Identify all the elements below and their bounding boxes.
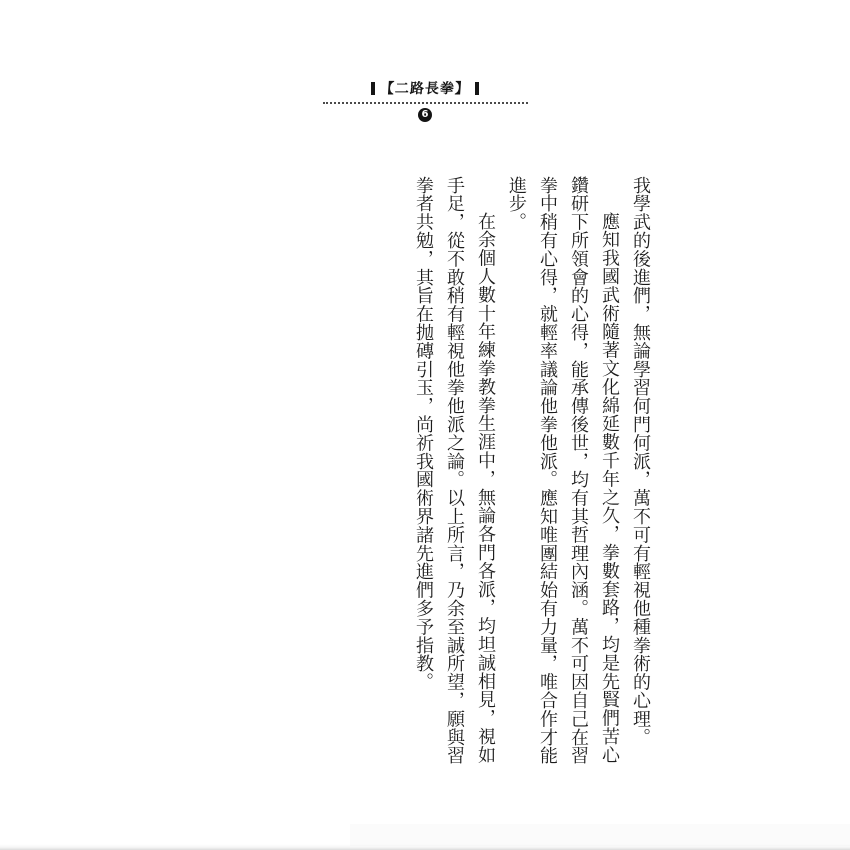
header-title-row — [371, 78, 479, 98]
paragraph-2: 應知我國武術隨著文化綿延數千年之久，拳數套路，均是先賢們苦心鑽研下所領會的心得，能承傳後世，均有其哲理內涵。萬不可因自己在習拳中稍有心得，就輕率議論他拳他派。應知唯團結始有力量，唯合作才能進步。 — [507, 176, 620, 765]
page-number-badge: 6 — [418, 108, 432, 122]
page-header — [0, 78, 850, 122]
header-dotted-rule — [323, 102, 528, 104]
paragraph-3: 在余個人數十年練拳教拳生涯中，無論各門各派，均坦誠相見，視如手足，從不敢稍有輕視他拳他派之論。以上所言，乃余至誠所望，願與習拳者共勉，其旨在抛磚引玉，尚祈我國術界諸先進們多予指教。 — [414, 176, 496, 765]
scan-tint — [350, 824, 850, 846]
book-title: 【二路長拳】 — [379, 81, 471, 97]
paragraph-1: 我學武的後進們，無論學習何門何派，萬不可有輕視他種拳術的心理。 — [631, 176, 651, 747]
header-bar-left-icon — [371, 82, 375, 95]
header-bar-right-icon — [475, 82, 479, 95]
scan-bottom-edge — [0, 844, 850, 850]
body-text — [408, 176, 656, 765]
